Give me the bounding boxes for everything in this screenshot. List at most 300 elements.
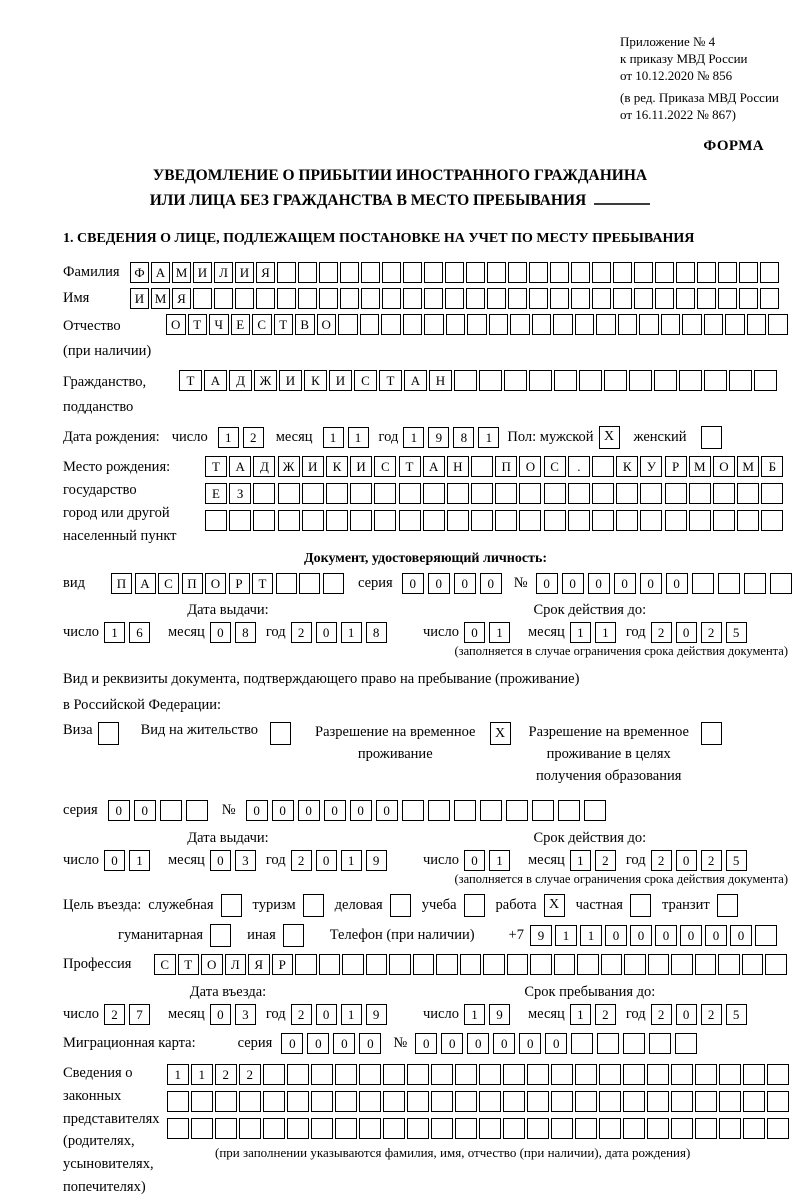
entry-month-boxes[interactable]	[210, 1004, 260, 1025]
char-cell[interactable]: 0	[134, 800, 156, 821]
char-cell[interactable]	[311, 1064, 333, 1085]
char-cell[interactable]: 1	[104, 622, 125, 643]
expiry-day-boxes[interactable]	[464, 850, 514, 871]
char-cell[interactable]	[719, 1118, 741, 1139]
birthdate-day-boxes[interactable]	[218, 427, 268, 448]
char-cell[interactable]: 6	[129, 622, 150, 643]
char-cell[interactable]	[446, 314, 466, 335]
char-cell[interactable]	[445, 288, 464, 309]
char-cell[interactable]: Ф	[130, 262, 149, 283]
char-cell[interactable]: 8	[453, 427, 474, 448]
char-cell[interactable]: О	[201, 954, 223, 975]
char-cell[interactable]	[550, 262, 569, 283]
char-cell[interactable]: 0	[428, 573, 450, 594]
char-cell[interactable]: 2	[291, 1004, 312, 1025]
char-cell[interactable]	[755, 925, 777, 946]
char-cell[interactable]: Д	[253, 456, 275, 477]
char-cell[interactable]	[761, 510, 783, 531]
char-cell[interactable]	[623, 1091, 645, 1112]
char-cell[interactable]: 1	[129, 850, 150, 871]
char-cell[interactable]	[326, 483, 348, 504]
char-cell[interactable]	[319, 288, 338, 309]
char-cell[interactable]: 0	[246, 800, 268, 821]
char-cell[interactable]	[431, 1064, 453, 1085]
char-cell[interactable]	[340, 288, 359, 309]
char-cell[interactable]: 0	[415, 1033, 437, 1054]
char-cell[interactable]: Р	[272, 954, 294, 975]
char-cell[interactable]	[725, 314, 745, 335]
char-cell[interactable]	[278, 510, 300, 531]
char-cell[interactable]: 2	[651, 1004, 672, 1025]
char-cell[interactable]	[596, 314, 616, 335]
char-cell[interactable]	[383, 1118, 405, 1139]
char-cell[interactable]	[214, 288, 233, 309]
char-cell[interactable]	[374, 483, 396, 504]
char-cell[interactable]: 2	[291, 850, 312, 871]
char-cell[interactable]	[689, 483, 711, 504]
char-cell[interactable]	[402, 800, 424, 821]
char-cell[interactable]	[424, 288, 443, 309]
char-cell[interactable]: 0	[104, 850, 125, 871]
char-cell[interactable]	[640, 510, 662, 531]
char-cell[interactable]: О	[205, 573, 226, 594]
char-cell[interactable]	[338, 314, 358, 335]
char-cell[interactable]	[467, 314, 487, 335]
char-cell[interactable]	[624, 954, 646, 975]
char-cell[interactable]: 2	[701, 850, 722, 871]
char-cell[interactable]: И	[302, 456, 324, 477]
char-cell[interactable]	[571, 1033, 593, 1054]
char-cell[interactable]	[191, 1118, 213, 1139]
char-cell[interactable]: 2	[595, 1004, 616, 1025]
char-cell[interactable]	[466, 262, 485, 283]
char-cell[interactable]: Б	[761, 456, 783, 477]
char-cell[interactable]: 1	[570, 622, 591, 643]
birthplace-boxes-row3[interactable]	[205, 510, 786, 531]
char-cell[interactable]	[507, 954, 529, 975]
char-cell[interactable]	[623, 1064, 645, 1085]
char-cell[interactable]	[479, 1064, 501, 1085]
char-cell[interactable]: 0	[519, 1033, 541, 1054]
char-cell[interactable]	[253, 483, 275, 504]
char-cell[interactable]	[503, 1118, 525, 1139]
char-cell[interactable]	[682, 314, 702, 335]
expiry-month-boxes[interactable]	[570, 622, 620, 643]
char-cell[interactable]	[455, 1091, 477, 1112]
char-cell[interactable]	[253, 510, 275, 531]
char-cell[interactable]	[529, 262, 548, 283]
res-number-boxes[interactable]	[246, 800, 610, 821]
char-cell[interactable]	[671, 1064, 693, 1085]
char-cell[interactable]	[340, 262, 359, 283]
char-cell[interactable]	[704, 314, 724, 335]
char-cell[interactable]	[597, 1033, 619, 1054]
char-cell[interactable]	[529, 288, 548, 309]
char-cell[interactable]	[447, 483, 469, 504]
char-cell[interactable]: 0	[655, 925, 677, 946]
char-cell[interactable]	[360, 314, 380, 335]
char-cell[interactable]	[713, 483, 735, 504]
char-cell[interactable]	[529, 370, 552, 391]
char-cell[interactable]	[742, 954, 764, 975]
char-cell[interactable]	[359, 1118, 381, 1139]
char-cell[interactable]	[604, 370, 627, 391]
char-cell[interactable]	[160, 800, 182, 821]
char-cell[interactable]: 0	[730, 925, 752, 946]
char-cell[interactable]	[671, 1118, 693, 1139]
char-cell[interactable]	[383, 1064, 405, 1085]
char-cell[interactable]	[471, 483, 493, 504]
char-cell[interactable]: А	[204, 370, 227, 391]
char-cell[interactable]	[510, 314, 530, 335]
char-cell[interactable]: В	[295, 314, 315, 335]
char-cell[interactable]: 9	[366, 1004, 387, 1025]
char-cell[interactable]: 1	[341, 622, 362, 643]
char-cell[interactable]	[695, 1118, 717, 1139]
res-series-boxes[interactable]	[108, 800, 212, 821]
char-cell[interactable]	[445, 262, 464, 283]
char-cell[interactable]: .	[568, 456, 590, 477]
char-cell[interactable]	[487, 288, 506, 309]
char-cell[interactable]	[302, 510, 324, 531]
char-cell[interactable]: 0	[614, 573, 636, 594]
patronymic-boxes[interactable]	[166, 314, 790, 335]
char-cell[interactable]	[229, 510, 251, 531]
char-cell[interactable]: 1	[218, 427, 239, 448]
char-cell[interactable]: С	[158, 573, 179, 594]
char-cell[interactable]	[527, 1118, 549, 1139]
char-cell[interactable]: 0	[680, 925, 702, 946]
char-cell[interactable]	[577, 954, 599, 975]
char-cell[interactable]: 1	[341, 1004, 362, 1025]
purpose-opt8-checkbox[interactable]	[210, 924, 231, 947]
char-cell[interactable]	[739, 288, 758, 309]
purpose-opt2-checkbox[interactable]	[303, 894, 324, 917]
char-cell[interactable]: А	[151, 262, 170, 283]
char-cell[interactable]: Т	[179, 370, 202, 391]
char-cell[interactable]	[639, 314, 659, 335]
char-cell[interactable]	[616, 510, 638, 531]
char-cell[interactable]	[479, 1091, 501, 1112]
char-cell[interactable]	[760, 262, 779, 283]
char-cell[interactable]	[319, 262, 338, 283]
char-cell[interactable]: 1	[580, 925, 602, 946]
char-cell[interactable]	[383, 1091, 405, 1112]
char-cell[interactable]: 1	[489, 622, 510, 643]
char-cell[interactable]	[186, 800, 208, 821]
char-cell[interactable]: 2	[215, 1064, 237, 1085]
char-cell[interactable]	[454, 800, 476, 821]
char-cell[interactable]: 0	[272, 800, 294, 821]
char-cell[interactable]	[743, 1064, 765, 1085]
char-cell[interactable]	[551, 1064, 573, 1085]
char-cell[interactable]	[256, 288, 275, 309]
purpose-opt4-checkbox[interactable]	[464, 894, 485, 917]
char-cell[interactable]	[276, 573, 297, 594]
char-cell[interactable]	[263, 1064, 285, 1085]
char-cell[interactable]	[447, 510, 469, 531]
char-cell[interactable]	[634, 288, 653, 309]
char-cell[interactable]: Т	[188, 314, 208, 335]
representatives-boxes-row3[interactable]	[167, 1118, 791, 1139]
char-cell[interactable]	[679, 370, 702, 391]
char-cell[interactable]: Я	[172, 288, 191, 309]
profession-boxes[interactable]	[154, 954, 789, 975]
char-cell[interactable]: 0	[324, 800, 346, 821]
char-cell[interactable]	[295, 954, 317, 975]
char-cell[interactable]: 1	[323, 427, 344, 448]
entry-year-boxes[interactable]	[291, 1004, 391, 1025]
char-cell[interactable]	[737, 510, 759, 531]
mc-series-boxes[interactable]	[281, 1033, 385, 1054]
char-cell[interactable]: 1	[403, 427, 424, 448]
char-cell[interactable]: 5	[726, 850, 747, 871]
char-cell[interactable]	[424, 262, 443, 283]
char-cell[interactable]	[277, 288, 296, 309]
char-cell[interactable]	[519, 483, 541, 504]
char-cell[interactable]	[568, 483, 590, 504]
char-cell[interactable]	[770, 573, 792, 594]
char-cell[interactable]	[768, 314, 788, 335]
char-cell[interactable]: 0	[307, 1033, 329, 1054]
char-cell[interactable]: 0	[493, 1033, 515, 1054]
char-cell[interactable]	[767, 1118, 789, 1139]
char-cell[interactable]	[616, 483, 638, 504]
char-cell[interactable]: 1	[191, 1064, 213, 1085]
char-cell[interactable]: 5	[726, 1004, 747, 1025]
char-cell[interactable]	[359, 1091, 381, 1112]
char-cell[interactable]: С	[252, 314, 272, 335]
char-cell[interactable]: М	[737, 456, 759, 477]
birthdate-year-boxes[interactable]	[403, 427, 503, 448]
char-cell[interactable]	[695, 1064, 717, 1085]
char-cell[interactable]: Т	[178, 954, 200, 975]
char-cell[interactable]: 0	[454, 573, 476, 594]
char-cell[interactable]	[471, 510, 493, 531]
char-cell[interactable]: 2	[243, 427, 264, 448]
char-cell[interactable]: Е	[231, 314, 251, 335]
char-cell[interactable]	[431, 1118, 453, 1139]
doc-kind-boxes[interactable]	[111, 573, 346, 594]
char-cell[interactable]	[649, 1033, 671, 1054]
char-cell[interactable]	[554, 954, 576, 975]
purpose-opt5-checkbox[interactable]: X	[544, 894, 565, 917]
sex-female-checkbox[interactable]	[701, 426, 722, 449]
residence-permit-checkbox[interactable]	[270, 722, 291, 745]
char-cell[interactable]	[424, 314, 444, 335]
char-cell[interactable]	[671, 1091, 693, 1112]
char-cell[interactable]: 3	[235, 1004, 256, 1025]
char-cell[interactable]: 0	[350, 800, 372, 821]
char-cell[interactable]	[382, 288, 401, 309]
char-cell[interactable]	[571, 262, 590, 283]
issue-day-boxes[interactable]	[104, 850, 154, 871]
char-cell[interactable]	[423, 510, 445, 531]
char-cell[interactable]	[263, 1091, 285, 1112]
char-cell[interactable]: 0	[536, 573, 558, 594]
char-cell[interactable]	[675, 1033, 697, 1054]
char-cell[interactable]: 2	[701, 622, 722, 643]
char-cell[interactable]: Т	[379, 370, 402, 391]
char-cell[interactable]: 0	[210, 622, 231, 643]
char-cell[interactable]	[530, 954, 552, 975]
char-cell[interactable]: 2	[291, 622, 312, 643]
char-cell[interactable]	[508, 262, 527, 283]
char-cell[interactable]	[575, 1118, 597, 1139]
birthdate-month-boxes[interactable]	[323, 427, 373, 448]
char-cell[interactable]: 1	[167, 1064, 189, 1085]
char-cell[interactable]: 0	[108, 800, 130, 821]
char-cell[interactable]	[428, 800, 450, 821]
char-cell[interactable]	[719, 1091, 741, 1112]
char-cell[interactable]: 7	[129, 1004, 150, 1025]
char-cell[interactable]	[719, 1064, 741, 1085]
char-cell[interactable]	[695, 1091, 717, 1112]
visa-checkbox[interactable]	[98, 722, 119, 745]
char-cell[interactable]: У	[640, 456, 662, 477]
char-cell[interactable]	[239, 1118, 261, 1139]
char-cell[interactable]	[729, 370, 752, 391]
char-cell[interactable]	[613, 288, 632, 309]
purpose-opt9-checkbox[interactable]	[283, 924, 304, 947]
char-cell[interactable]: 0	[588, 573, 610, 594]
char-cell[interactable]: 0	[316, 622, 337, 643]
birthplace-boxes-row2[interactable]	[205, 483, 786, 504]
char-cell[interactable]	[601, 954, 623, 975]
char-cell[interactable]: Т	[274, 314, 294, 335]
char-cell[interactable]	[399, 483, 421, 504]
char-cell[interactable]	[718, 573, 740, 594]
char-cell[interactable]	[647, 1118, 669, 1139]
issue-day-boxes[interactable]	[104, 622, 154, 643]
char-cell[interactable]: П	[495, 456, 517, 477]
char-cell[interactable]: 0	[676, 1004, 697, 1025]
char-cell[interactable]: 0	[605, 925, 627, 946]
char-cell[interactable]: 0	[630, 925, 652, 946]
char-cell[interactable]	[747, 314, 767, 335]
char-cell[interactable]: К	[326, 456, 348, 477]
char-cell[interactable]	[718, 288, 737, 309]
char-cell[interactable]: 0	[359, 1033, 381, 1054]
char-cell[interactable]	[647, 1091, 669, 1112]
expiry-day-boxes[interactable]	[464, 622, 514, 643]
char-cell[interactable]	[744, 573, 766, 594]
char-cell[interactable]: С	[374, 456, 396, 477]
char-cell[interactable]	[592, 456, 614, 477]
char-cell[interactable]: И	[279, 370, 302, 391]
char-cell[interactable]	[335, 1064, 357, 1085]
char-cell[interactable]	[544, 483, 566, 504]
char-cell[interactable]: Р	[229, 573, 250, 594]
purpose-opt3-checkbox[interactable]	[390, 894, 411, 917]
char-cell[interactable]	[460, 954, 482, 975]
char-cell[interactable]	[215, 1091, 237, 1112]
entry-day-boxes[interactable]	[104, 1004, 154, 1025]
char-cell[interactable]	[403, 262, 422, 283]
expiry-month-boxes[interactable]	[570, 850, 620, 871]
char-cell[interactable]: Р	[665, 456, 687, 477]
char-cell[interactable]	[287, 1064, 309, 1085]
char-cell[interactable]	[466, 288, 485, 309]
mc-number-boxes[interactable]	[415, 1033, 701, 1054]
doc-series-boxes[interactable]	[402, 573, 506, 594]
char-cell[interactable]	[754, 370, 777, 391]
birthplace-boxes-row1[interactable]	[205, 456, 786, 477]
phone-boxes[interactable]	[530, 925, 780, 946]
char-cell[interactable]	[335, 1091, 357, 1112]
char-cell[interactable]: 0	[562, 573, 584, 594]
expiry-year-boxes[interactable]	[651, 850, 751, 871]
char-cell[interactable]	[519, 510, 541, 531]
char-cell[interactable]: 8	[366, 622, 387, 643]
char-cell[interactable]: 0	[441, 1033, 463, 1054]
char-cell[interactable]	[287, 1091, 309, 1112]
char-cell[interactable]	[413, 954, 435, 975]
char-cell[interactable]	[167, 1118, 189, 1139]
char-cell[interactable]	[455, 1064, 477, 1085]
char-cell[interactable]	[618, 314, 638, 335]
char-cell[interactable]	[508, 288, 527, 309]
char-cell[interactable]	[287, 1118, 309, 1139]
char-cell[interactable]	[737, 483, 759, 504]
char-cell[interactable]	[743, 1091, 765, 1112]
char-cell[interactable]: Е	[205, 483, 227, 504]
char-cell[interactable]	[592, 510, 614, 531]
char-cell[interactable]: О	[166, 314, 186, 335]
char-cell[interactable]	[654, 370, 677, 391]
char-cell[interactable]	[480, 800, 502, 821]
char-cell[interactable]	[599, 1118, 621, 1139]
char-cell[interactable]: 2	[651, 622, 672, 643]
char-cell[interactable]: 0	[210, 1004, 231, 1025]
char-cell[interactable]	[298, 288, 317, 309]
char-cell[interactable]	[302, 483, 324, 504]
char-cell[interactable]	[311, 1091, 333, 1112]
stay-month-boxes[interactable]	[570, 1004, 620, 1025]
char-cell[interactable]: 3	[235, 850, 256, 871]
char-cell[interactable]	[319, 954, 341, 975]
char-cell[interactable]: 9	[428, 427, 449, 448]
char-cell[interactable]	[676, 262, 695, 283]
char-cell[interactable]: 9	[489, 1004, 510, 1025]
char-cell[interactable]	[599, 1091, 621, 1112]
char-cell[interactable]	[697, 262, 716, 283]
char-cell[interactable]: И	[350, 456, 372, 477]
char-cell[interactable]: 0	[316, 850, 337, 871]
char-cell[interactable]: 2	[104, 1004, 125, 1025]
char-cell[interactable]: 1	[489, 850, 510, 871]
char-cell[interactable]	[503, 1064, 525, 1085]
char-cell[interactable]	[471, 456, 493, 477]
purpose-opt6-checkbox[interactable]	[630, 894, 651, 917]
representatives-boxes-row2[interactable]	[167, 1091, 791, 1112]
char-cell[interactable]	[655, 288, 674, 309]
char-cell[interactable]	[298, 262, 317, 283]
char-cell[interactable]	[407, 1064, 429, 1085]
char-cell[interactable]: С	[154, 954, 176, 975]
char-cell[interactable]	[326, 510, 348, 531]
char-cell[interactable]	[558, 800, 580, 821]
char-cell[interactable]	[399, 510, 421, 531]
char-cell[interactable]: 0	[333, 1033, 355, 1054]
char-cell[interactable]	[263, 1118, 285, 1139]
char-cell[interactable]: 1	[348, 427, 369, 448]
char-cell[interactable]	[503, 1091, 525, 1112]
char-cell[interactable]	[382, 262, 401, 283]
char-cell[interactable]	[718, 954, 740, 975]
surname-boxes[interactable]	[130, 262, 781, 283]
char-cell[interactable]	[483, 954, 505, 975]
